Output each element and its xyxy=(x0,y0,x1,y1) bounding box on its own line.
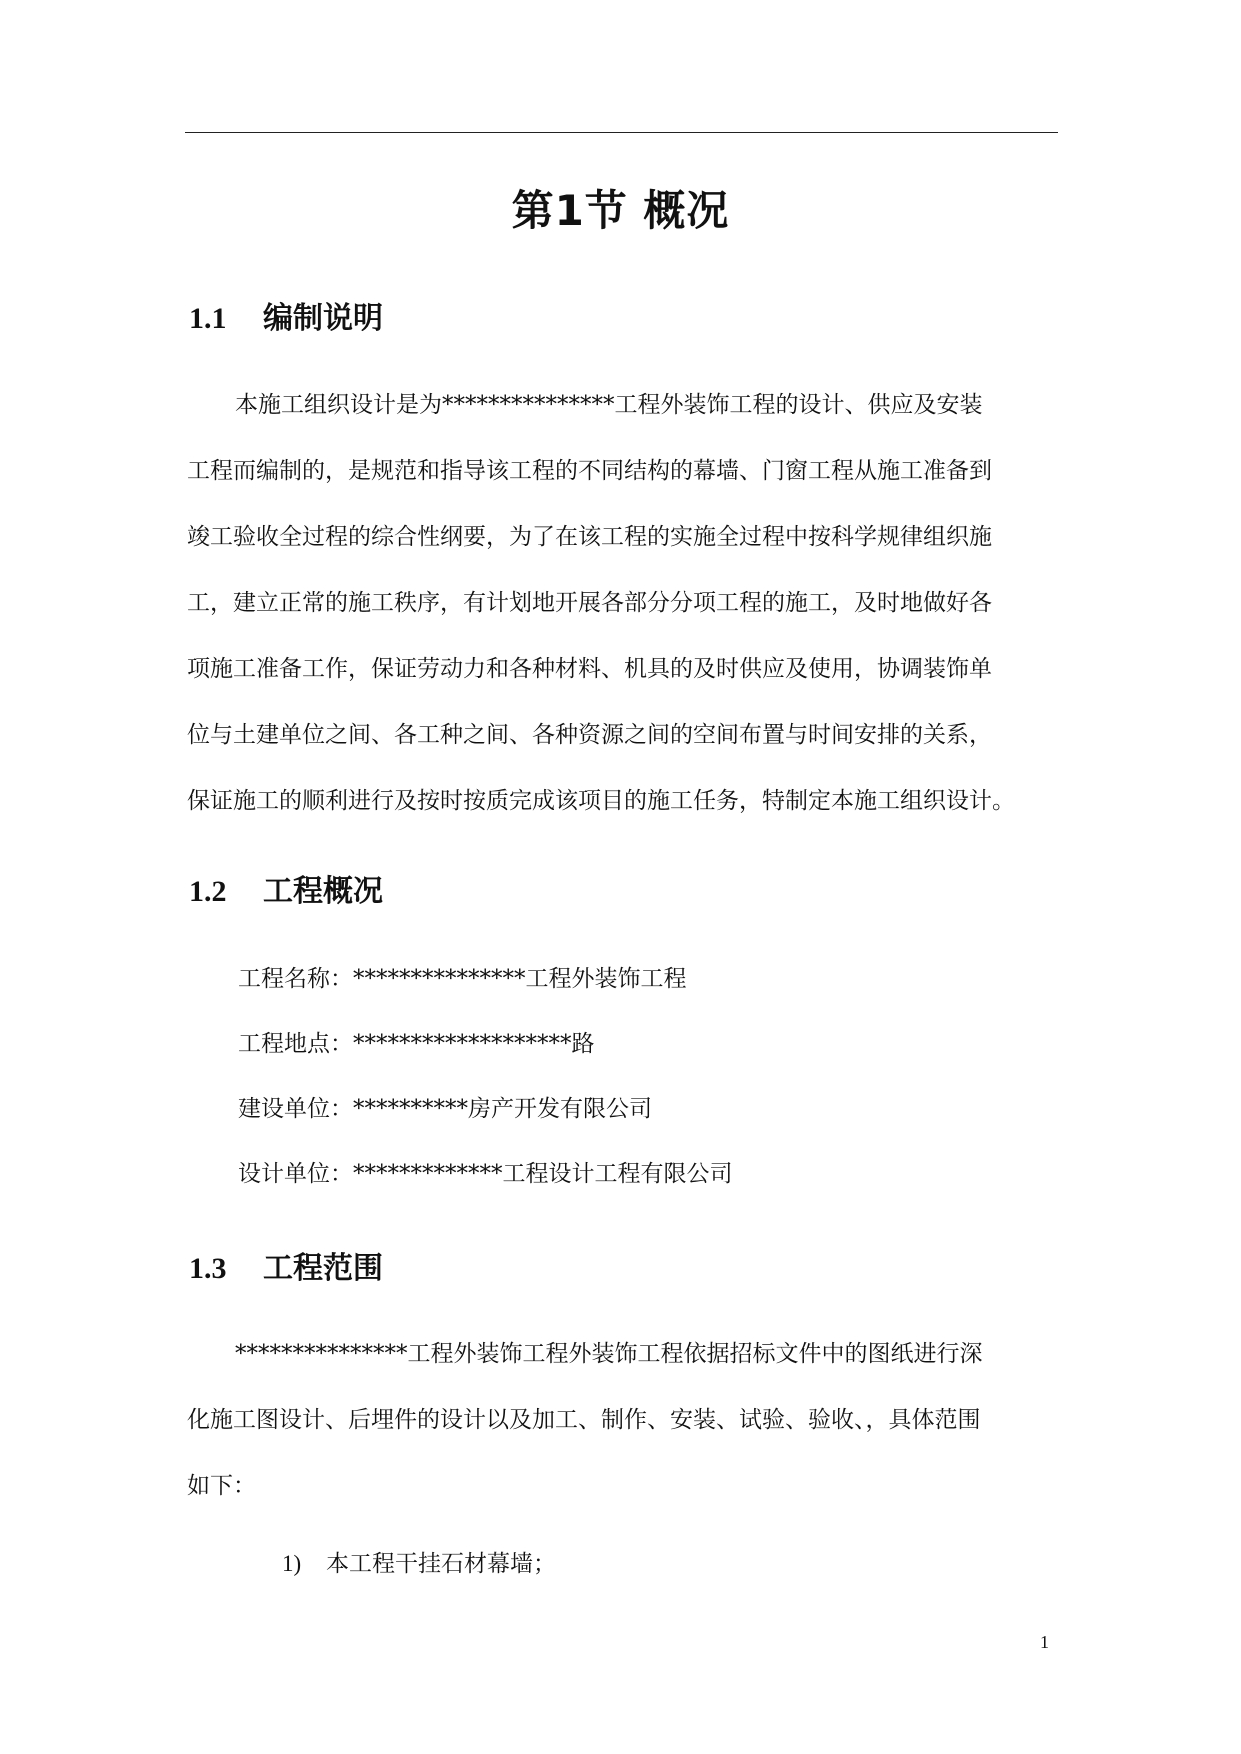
paragraph-line: 本施工组织设计是为***************工程外装饰工程的设计、供应及安装 xyxy=(235,392,983,418)
list-item xyxy=(282,1545,556,1578)
list-marker: 1) xyxy=(282,1551,302,1576)
section-title: 工程范围 xyxy=(263,1251,383,1286)
chapter-title: 第1节 概况 xyxy=(511,186,730,235)
section-number: 1.2 xyxy=(189,875,227,908)
paragraph-line: ***************工程外装饰工程外装饰工程依据招标文件中的图纸进行深 xyxy=(235,1341,983,1367)
list-item-text: 本工程干挂石材幕墙； xyxy=(326,1551,556,1577)
section-number: 1.1 xyxy=(189,302,227,335)
project-location: 工程地点：*******************路 xyxy=(238,1031,595,1057)
paragraph-line: 如下： xyxy=(187,1473,256,1499)
page-number: 1 xyxy=(1040,1632,1049,1652)
section-heading-1-2 xyxy=(189,866,383,910)
section-heading-1-3 xyxy=(189,1243,383,1287)
section-title: 工程概况 xyxy=(263,874,383,909)
project-name: 工程名称：***************工程外装饰工程 xyxy=(238,966,687,992)
scope-paragraph xyxy=(187,1321,1057,1519)
paragraph-line: 工，建立正常的施工秩序，有计划地开展各部分分项工程的施工，及时地做好各 xyxy=(187,590,992,616)
section-title: 编制说明 xyxy=(263,301,383,336)
intro-paragraph xyxy=(187,372,1057,834)
construction-unit: 建设单位：**********房产开发有限公司 xyxy=(238,1096,652,1122)
paragraph-line: 位与土建单位之间、各工种之间、各种资源之间的空间布置与时间安排的关系， xyxy=(187,722,992,748)
section-number: 1.3 xyxy=(189,1252,227,1285)
design-unit: 设计单位：*************工程设计工程有限公司 xyxy=(238,1161,733,1187)
paragraph-line: 工程而编制的，是规范和指导该工程的不同结构的幕墙、门窗工程从施工准备到 xyxy=(187,458,992,484)
paragraph-line: 保证施工的顺利进行及按时按质完成该项目的施工任务，特制定本施工组织设计。 xyxy=(187,788,1015,814)
section-heading-1-1 xyxy=(189,293,383,337)
paragraph-line: 化施工图设计、后埋件的设计以及加工、制作、安装、试验、验收、，具体范围 xyxy=(187,1407,981,1433)
paragraph-line: 项施工准备工作，保证劳动力和各种材料、机具的及时供应及使用，协调装饰单 xyxy=(187,656,992,682)
header-rule xyxy=(185,132,1058,133)
paragraph-line: 竣工验收全过程的综合性纲要，为了在该工程的实施全过程中按科学规律组织施 xyxy=(187,524,992,550)
